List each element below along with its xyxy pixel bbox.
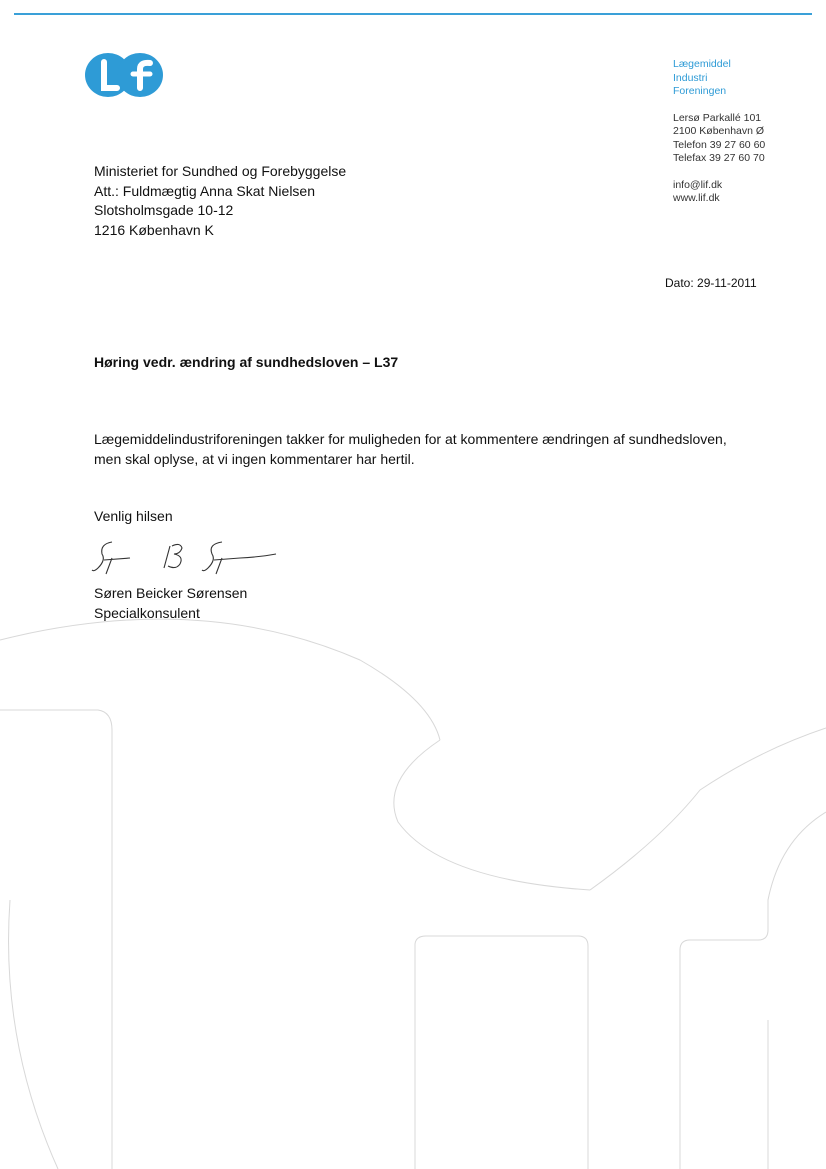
closing: Venlig hilsen — [94, 508, 173, 524]
letter-body: Lægemiddelindustriforeningen takker for muligheden for at kommentere ændringen af sundhedsloven, men skal oplyse, at vi ingen kommentarer har hertil. — [94, 431, 727, 467]
letter-date: Dato: 29-11-2011 — [665, 276, 757, 290]
website-link[interactable]: www.lif.dk — [673, 192, 720, 204]
org-name: Lægemiddel Industri Foreningen — [673, 58, 731, 97]
org-address: Lersø Parkallé 101 2100 København Ø Telefon 39 27 60 60 Telefax 39 27 60 70 — [673, 111, 766, 164]
lif-watermark-graphic — [0, 600, 826, 1169]
top-rule — [14, 13, 812, 15]
letter-subject: Høring vedr. ændring af sundhedsloven – L37 — [94, 354, 399, 370]
recipient-address: Ministeriet for Sundhed og Forebyggelse Att.: Fuldmægtig Anna Skat Nielsen Slotsholmsgade 10-12 1216 København K — [94, 163, 347, 238]
org-contact — [673, 179, 765, 206]
signer-title: Specialkonsulent — [94, 605, 200, 621]
handwritten-signature — [90, 536, 290, 582]
letterhead-org-block — [673, 58, 765, 206]
lif-logo — [84, 52, 176, 98]
signer-name: Søren Beicker Sørensen — [94, 585, 248, 601]
email-link[interactable]: info@lif.dk — [673, 178, 723, 191]
